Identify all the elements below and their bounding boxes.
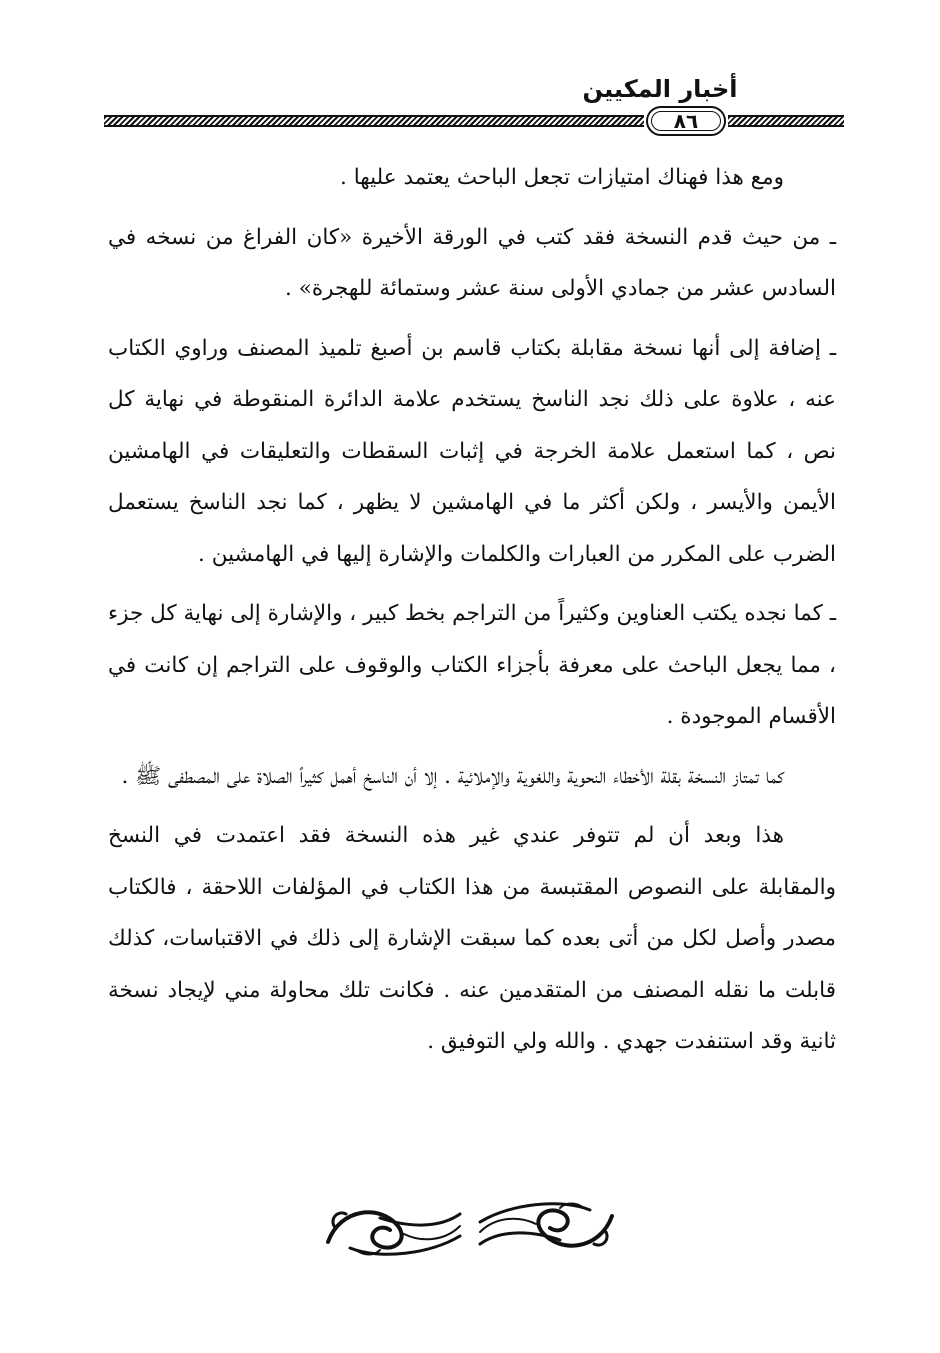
hatched-rule-right — [728, 115, 844, 127]
paragraph-2: ـ من حيث قدم النسخة فقد كتب في الورقة الأخيرة «كان الفراغ من نسخه في السادس عشر من جمادي الأولى سنة عشر وستمائة للهجرة» . — [108, 224, 836, 301]
paragraph-3: ـ إضافة إلى أنها نسخة مقابلة بكتاب قاسم بن أصبغ تلميذ المصنف وراوي الكتاب عنه ، علاوة على ذلك نجد الناسخ يستخدم علامة الدائرة المنقوطة في نهاية كل نص ، كما استعمل علامة الخرجة في إثبات السقطات والتعليقات في الهامشين الأيمن والأيسر ، ولكن أكثر ما في الهامشين لا يظهر ، كما نجد الناسخ يستعمل الضرب على المكرر من العبارات والكلمات والإشارة إليها في الهامشين . — [108, 335, 836, 567]
paragraph-5: كما تمتاز النسخة بقلة الأخطاء النحوية واللغوية والإملائية . إلا أن الناسخ أهمل كثيراً الصلاة على المصطفى ﷺ . — [121, 763, 784, 789]
floral-ornament-icon — [320, 1198, 620, 1260]
running-title: أخبار المكيين — [582, 75, 738, 103]
page-number-badge — [646, 106, 726, 136]
hatched-rule-left — [104, 115, 644, 127]
page-number: ٨٦ — [673, 109, 699, 133]
paragraph-4: ـ كما نجده يكتب العناوين وكثيراً من التراجم بخط كبير ، والإشارة إلى نهاية كل جزء ، مما يجعل الباحث على معرفة بأجزاء الكتاب والوقوف على التراجم إن كانت في الأقسام الموجودة . — [108, 601, 836, 729]
paragraph-6: هذا وبعد أن لم تتوفر عندي غير هذه النسخة فقد اعتمدت في النسخ والمقابلة على النصوص المقتبسة من هذا الكتاب في المؤلفات اللاحقة ، فالكتاب مصدر وأصل لكل من أتى بعده كما سبقت الإشارة إلى ذلك في الاقتباسات، كذلك قابلت ما نقله المصنف من المتقدمين عنه . فكانت تلك محاولة مني لإيجاد نسخة ثانية وقد استنفدت جهدي . والله ولي التوفيق . — [108, 823, 836, 1054]
header-rule — [104, 104, 844, 138]
body-text — [108, 152, 836, 1076]
paragraph-1: ومع هذا فهناك امتيازات تجعل الباحث يعتمد عليها . — [340, 165, 784, 190]
